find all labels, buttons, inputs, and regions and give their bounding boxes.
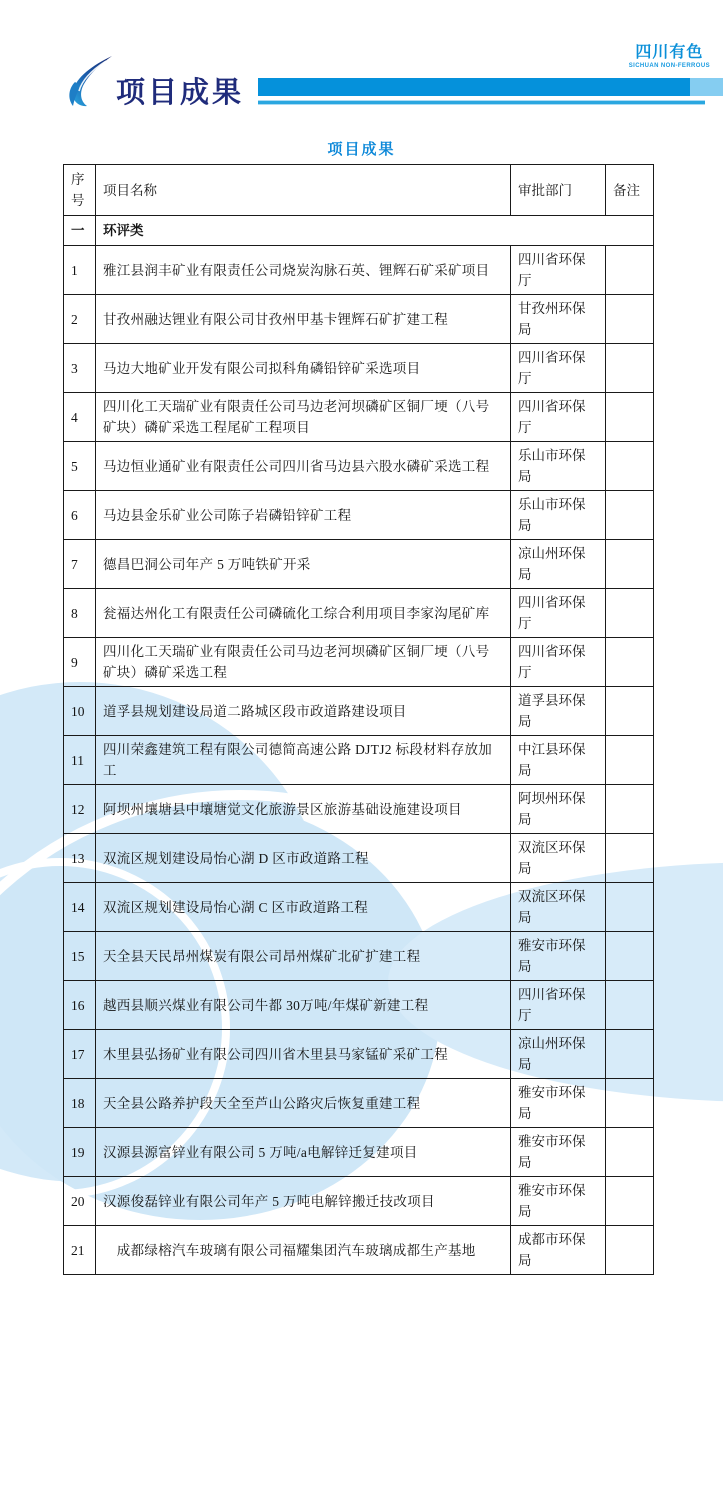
cell-no: 5 — [64, 442, 96, 491]
header-blue-bar — [258, 78, 723, 96]
cell-project-name: 天全县天民昂州煤炭有限公司昂州煤矿北矿扩建工程 — [96, 932, 511, 981]
cell-note — [606, 687, 654, 736]
table-row — [64, 981, 654, 1030]
cell-no: 13 — [64, 834, 96, 883]
table-row — [64, 491, 654, 540]
cell-approval-dept: 双流区环保局 — [511, 834, 606, 883]
cell-no: 8 — [64, 589, 96, 638]
table-row — [64, 344, 654, 393]
cell-no: 1 — [64, 246, 96, 295]
table-row — [64, 589, 654, 638]
cell-no: 14 — [64, 883, 96, 932]
cell-no: 21 — [64, 1226, 96, 1275]
cell-approval-dept: 甘孜州环保局 — [511, 295, 606, 344]
cell-project-name: 四川化工天瑞矿业有限责任公司马边老河坝磷矿区铜厂埂（八号矿块）磷矿采选工程尾矿工程项目 — [96, 393, 511, 442]
cell-approval-dept: 雅安市环保局 — [511, 1079, 606, 1128]
cell-no: 12 — [64, 785, 96, 834]
column-header: 备注 — [606, 165, 654, 216]
cell-approval-dept: 四川省环保厅 — [511, 589, 606, 638]
cell-note — [606, 1128, 654, 1177]
cell-approval-dept: 成都市环保局 — [511, 1226, 606, 1275]
cell-project-name: 汉源县源富锌业有限公司 5 万吨/a电解锌迁复建项目 — [96, 1128, 511, 1177]
cell-note — [606, 344, 654, 393]
page-title: 项目成果 — [327, 141, 396, 158]
table-row — [64, 687, 654, 736]
table-row — [64, 540, 654, 589]
cell-note — [606, 1079, 654, 1128]
cell-project-name: 越西县顺兴煤业有限公司牛都 30万吨/年煤矿新建工程 — [96, 981, 511, 1030]
cell-no: 4 — [64, 393, 96, 442]
projects-table — [63, 164, 654, 1275]
cell-project-name: 马边县金乐矿业公司陈子岩磷铅锌矿工程 — [96, 491, 511, 540]
cell-approval-dept: 雅安市环保局 — [511, 932, 606, 981]
table-row — [64, 932, 654, 981]
cell-project-name: 甘孜州融达锂业有限公司甘孜州甲基卡锂辉石矿扩建工程 — [96, 295, 511, 344]
table-row — [64, 246, 654, 295]
cell-note — [606, 1030, 654, 1079]
table-row — [64, 442, 654, 491]
cell-approval-dept: 双流区环保局 — [511, 883, 606, 932]
cell-project-name: 德昌巴洞公司年产 5 万吨铁矿开采 — [96, 540, 511, 589]
cell-project-name: 道孚县规划建设局道二路城区段市政道路建设项目 — [96, 687, 511, 736]
table-row — [64, 1177, 654, 1226]
cell-note — [606, 834, 654, 883]
leaf-logo-icon — [66, 56, 114, 108]
cell-note — [606, 785, 654, 834]
cell-note — [606, 491, 654, 540]
cell-approval-dept: 四川省环保厅 — [511, 344, 606, 393]
cell-note — [606, 1177, 654, 1226]
table-row — [64, 1226, 654, 1275]
cell-approval-dept: 凉山州环保局 — [511, 1030, 606, 1079]
cell-note — [606, 932, 654, 981]
brand-name-english: SICHUAN NON-FERROUS — [628, 63, 710, 69]
cell-approval-dept: 雅安市环保局 — [511, 1128, 606, 1177]
cell-no: 7 — [64, 540, 96, 589]
cell-note — [606, 736, 654, 785]
cell-project-name: 阿坝州壤塘县中壤塘觉文化旅游景区旅游基础设施建设项目 — [96, 785, 511, 834]
cell-no: 16 — [64, 981, 96, 1030]
cell-project-name: 四川荣鑫建筑工程有限公司德简高速公路 DJTJ2 标段材料存放加工 — [96, 736, 511, 785]
cell-no: 3 — [64, 344, 96, 393]
cell-no: 10 — [64, 687, 96, 736]
cell-approval-dept: 阿坝州环保局 — [511, 785, 606, 834]
cell-note — [606, 638, 654, 687]
table-row — [64, 736, 654, 785]
cell-no: 17 — [64, 1030, 96, 1079]
cell-project-name: 马边大地矿业开发有限公司拟科角磷铅锌矿采选项目 — [96, 344, 511, 393]
cell-note — [606, 295, 654, 344]
cell-no: 2 — [64, 295, 96, 344]
cell-approval-dept: 道孚县环保局 — [511, 687, 606, 736]
table-row — [64, 1128, 654, 1177]
cell-no: 15 — [64, 932, 96, 981]
cell-note — [606, 540, 654, 589]
cell-no: 20 — [64, 1177, 96, 1226]
cell-project-name: 天全县公路养护段天全至芦山公路灾后恢复重建工程 — [96, 1079, 511, 1128]
cell-approval-dept: 中江县环保局 — [511, 736, 606, 785]
header-bar-light-segment — [690, 78, 723, 96]
section-number: 一 — [64, 216, 96, 246]
brand-name: 四川有色 — [635, 44, 704, 61]
cell-project-name: 汉源俊磊锌业有限公司年产 5 万吨电解锌搬迁技改项目 — [96, 1177, 511, 1226]
column-header: 项目名称 — [96, 165, 511, 216]
table-row — [64, 638, 654, 687]
cell-approval-dept: 四川省环保厅 — [511, 638, 606, 687]
cell-no: 11 — [64, 736, 96, 785]
cell-approval-dept: 四川省环保厅 — [511, 246, 606, 295]
table-row — [64, 1079, 654, 1128]
cell-project-name: 木里县弘扬矿业有限公司四川省木里县马家锰矿采矿工程 — [96, 1030, 511, 1079]
cell-note — [606, 883, 654, 932]
cell-note — [606, 442, 654, 491]
table-row — [64, 785, 654, 834]
column-header: 审批部门 — [511, 165, 606, 216]
table-row — [64, 1030, 654, 1079]
table-row — [64, 883, 654, 932]
cell-project-name: 马边恒业通矿业有限责任公司四川省马边县六股水磷矿采选工程 — [96, 442, 511, 491]
cell-note — [606, 981, 654, 1030]
cell-project-name: 成都绿榕汽车玻璃有限公司福耀集团汽车玻璃成都生产基地 — [96, 1226, 511, 1275]
cell-note — [606, 393, 654, 442]
cell-no: 9 — [64, 638, 96, 687]
header-thin-stripe — [258, 100, 705, 105]
cell-note — [606, 1226, 654, 1275]
cell-no: 19 — [64, 1128, 96, 1177]
cell-note — [606, 589, 654, 638]
cell-no: 6 — [64, 491, 96, 540]
cell-approval-dept: 乐山市环保局 — [511, 442, 606, 491]
cell-project-name: 双流区规划建设局怡心湖 D 区市政道路工程 — [96, 834, 511, 883]
table-row — [64, 834, 654, 883]
table-row — [64, 393, 654, 442]
column-header: 序号 — [64, 165, 96, 216]
cell-no: 18 — [64, 1079, 96, 1128]
cell-approval-dept: 四川省环保厅 — [511, 981, 606, 1030]
cell-note — [606, 246, 654, 295]
page-header — [0, 0, 723, 125]
header-logo-title: 项目成果 — [116, 77, 245, 109]
brand-corner — [629, 45, 710, 69]
cell-approval-dept: 凉山州环保局 — [511, 540, 606, 589]
section-row — [64, 216, 654, 246]
cell-approval-dept: 雅安市环保局 — [511, 1177, 606, 1226]
cell-project-name: 瓮福达州化工有限责任公司磷硫化工综合利用项目李家沟尾矿库 — [96, 589, 511, 638]
table-header-row — [64, 165, 654, 216]
cell-approval-dept: 乐山市环保局 — [511, 491, 606, 540]
table-body — [64, 216, 654, 1275]
cell-approval-dept: 四川省环保厅 — [511, 393, 606, 442]
cell-project-name: 雅江县润丰矿业有限责任公司烧炭沟脉石英、锂辉石矿采矿项目 — [96, 246, 511, 295]
cell-project-name: 双流区规划建设局怡心湖 C 区市政道路工程 — [96, 883, 511, 932]
table-row — [64, 295, 654, 344]
cell-project-name: 四川化工天瑞矿业有限责任公司马边老河坝磷矿区铜厂埂（八号矿块）磷矿采选工程 — [96, 638, 511, 687]
section-label: 环评类 — [96, 216, 654, 246]
